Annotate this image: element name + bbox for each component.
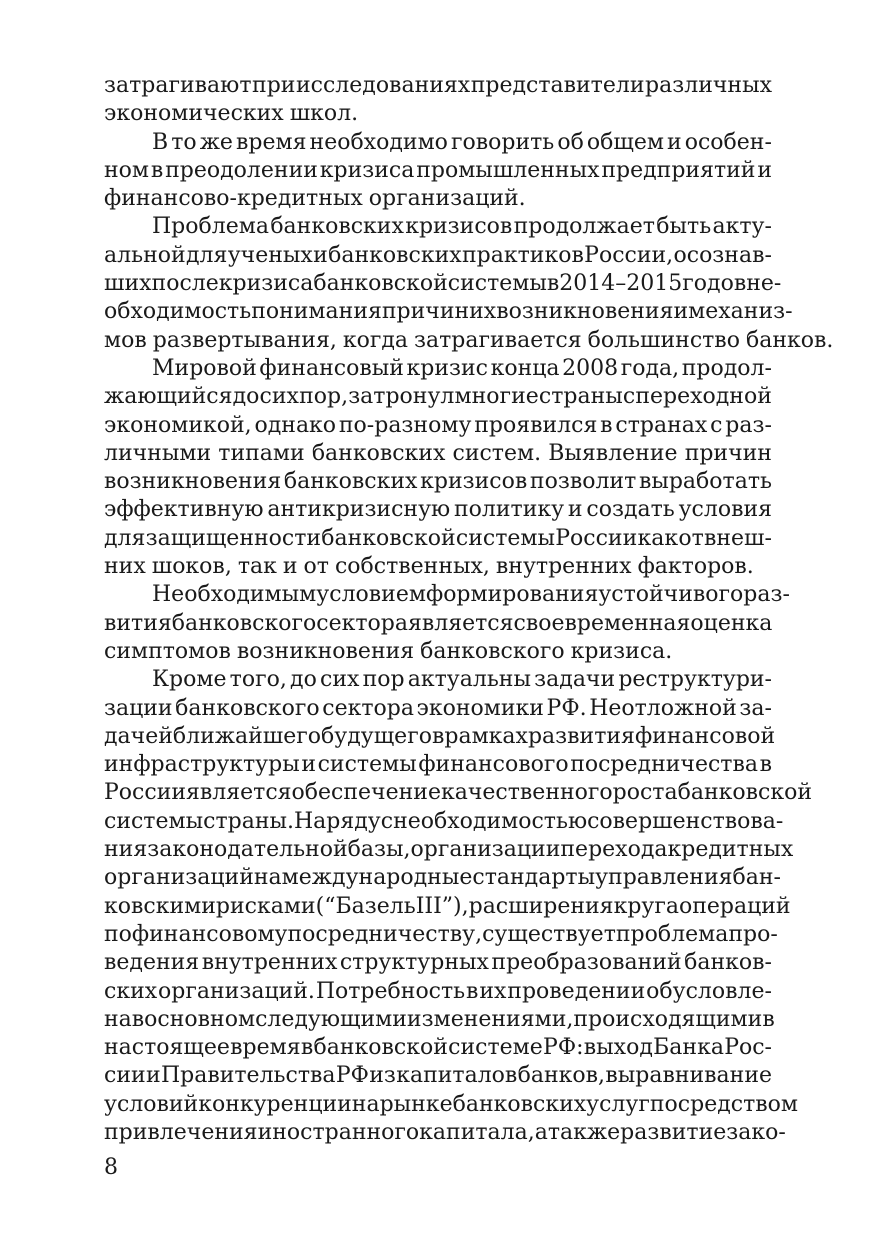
text-line: ковскими рисками (“Базель III”), расширения круга операций [104, 893, 791, 919]
paragraph [104, 581, 790, 666]
text-line: ведения внутренних структурных преобразований банков- [104, 950, 772, 976]
text-line: системы страны. Наряду с необходимостью совершенствова- [104, 808, 784, 834]
text-line: ских организаций. Потребность в их проведении обусловле- [104, 978, 772, 1004]
text-line: обходимость понимания причин их возникновения и механиз- [104, 299, 793, 325]
page-body [104, 72, 834, 1147]
page-number: 8 [104, 1155, 118, 1180]
text-line: мов развертывания, когда затрагивается большинство банков. [104, 327, 834, 353]
text-line: затрагивают при исследованиях представители различных [104, 73, 772, 98]
text-line: В то же время необходимо говорить об общем и особен- [152, 129, 772, 155]
text-line: экономических школ. [104, 101, 359, 127]
text-line: инфраструктуры и системы финансового посредничества в [104, 752, 772, 778]
text-line: для защищенности банковской системы России как от внеш- [104, 525, 772, 551]
text-line: личными типами банковских систем. Выявление причин [104, 440, 772, 466]
text-line: финансово-кредитных организаций. [104, 186, 526, 212]
text-line: условий конкуренции на рынке банковских услуг посредством [104, 1091, 798, 1117]
text-line: привлечения иностранного капитала, а также развитие зако- [104, 1119, 786, 1145]
text-line: на в основном следующими изменениями, происходящими в [104, 1006, 775, 1032]
text-line: жающийся до сих пор, затронул многие страны с переходной [104, 384, 772, 410]
text-line: вития банковского сектора является своевременная оценка [104, 610, 773, 636]
text-line: зации банковского сектора экономики РФ. Неотложной за- [104, 695, 772, 721]
text-line: по финансовому посредничеству, существует проблема про- [104, 921, 778, 947]
paragraph [104, 355, 772, 581]
text-line: альной для ученых и банковских практиков России, осознав- [104, 242, 772, 268]
text-line: Проблема банковских кризисов продолжает быть акту- [152, 214, 772, 240]
text-line: Кроме того, до сих пор актуальны задачи реструктури- [152, 667, 772, 693]
text-line: дачей ближайшего будущего в рамках развития финансовой [104, 723, 776, 749]
paragraph [104, 213, 834, 354]
paragraph [104, 666, 812, 1147]
text-line: организаций на международные стандарты управления бан- [104, 865, 781, 891]
text-line: сии и Правительства РФ из капиталов банков, выравнивание [104, 1063, 772, 1089]
text-line: ном в преодолении кризиса промышленных предприятий и [104, 157, 772, 183]
text-line: России является обеспечение качественного роста банковской [104, 780, 812, 806]
paragraph [104, 72, 772, 129]
text-line: симптомов возникновения банковского кризиса. [104, 638, 673, 664]
text-line: ших после кризиса банковской системы в 2014–2015 годов не- [104, 271, 782, 297]
text-line: эффективную антикризисную политику и создать условия [104, 497, 772, 523]
text-line: них шоков, так и от собственных, внутренних факторов. [104, 554, 754, 580]
text-line: Необходимым условием формирования устойчивого раз- [152, 582, 790, 608]
text-line: ния законодательной базы, организации перехода кредитных [104, 837, 794, 863]
text-line: Мировой финансовый кризис конца 2008 года, продол- [152, 355, 772, 381]
text-line: возникновения банковских кризисов позволит выработать [104, 469, 772, 495]
paragraph [104, 129, 772, 214]
text-line: экономикой, однако по-разному проявился в странах с раз- [104, 412, 772, 438]
text-line: настоящее время в банковской системе РФ: выход Банка Рос- [104, 1035, 772, 1061]
